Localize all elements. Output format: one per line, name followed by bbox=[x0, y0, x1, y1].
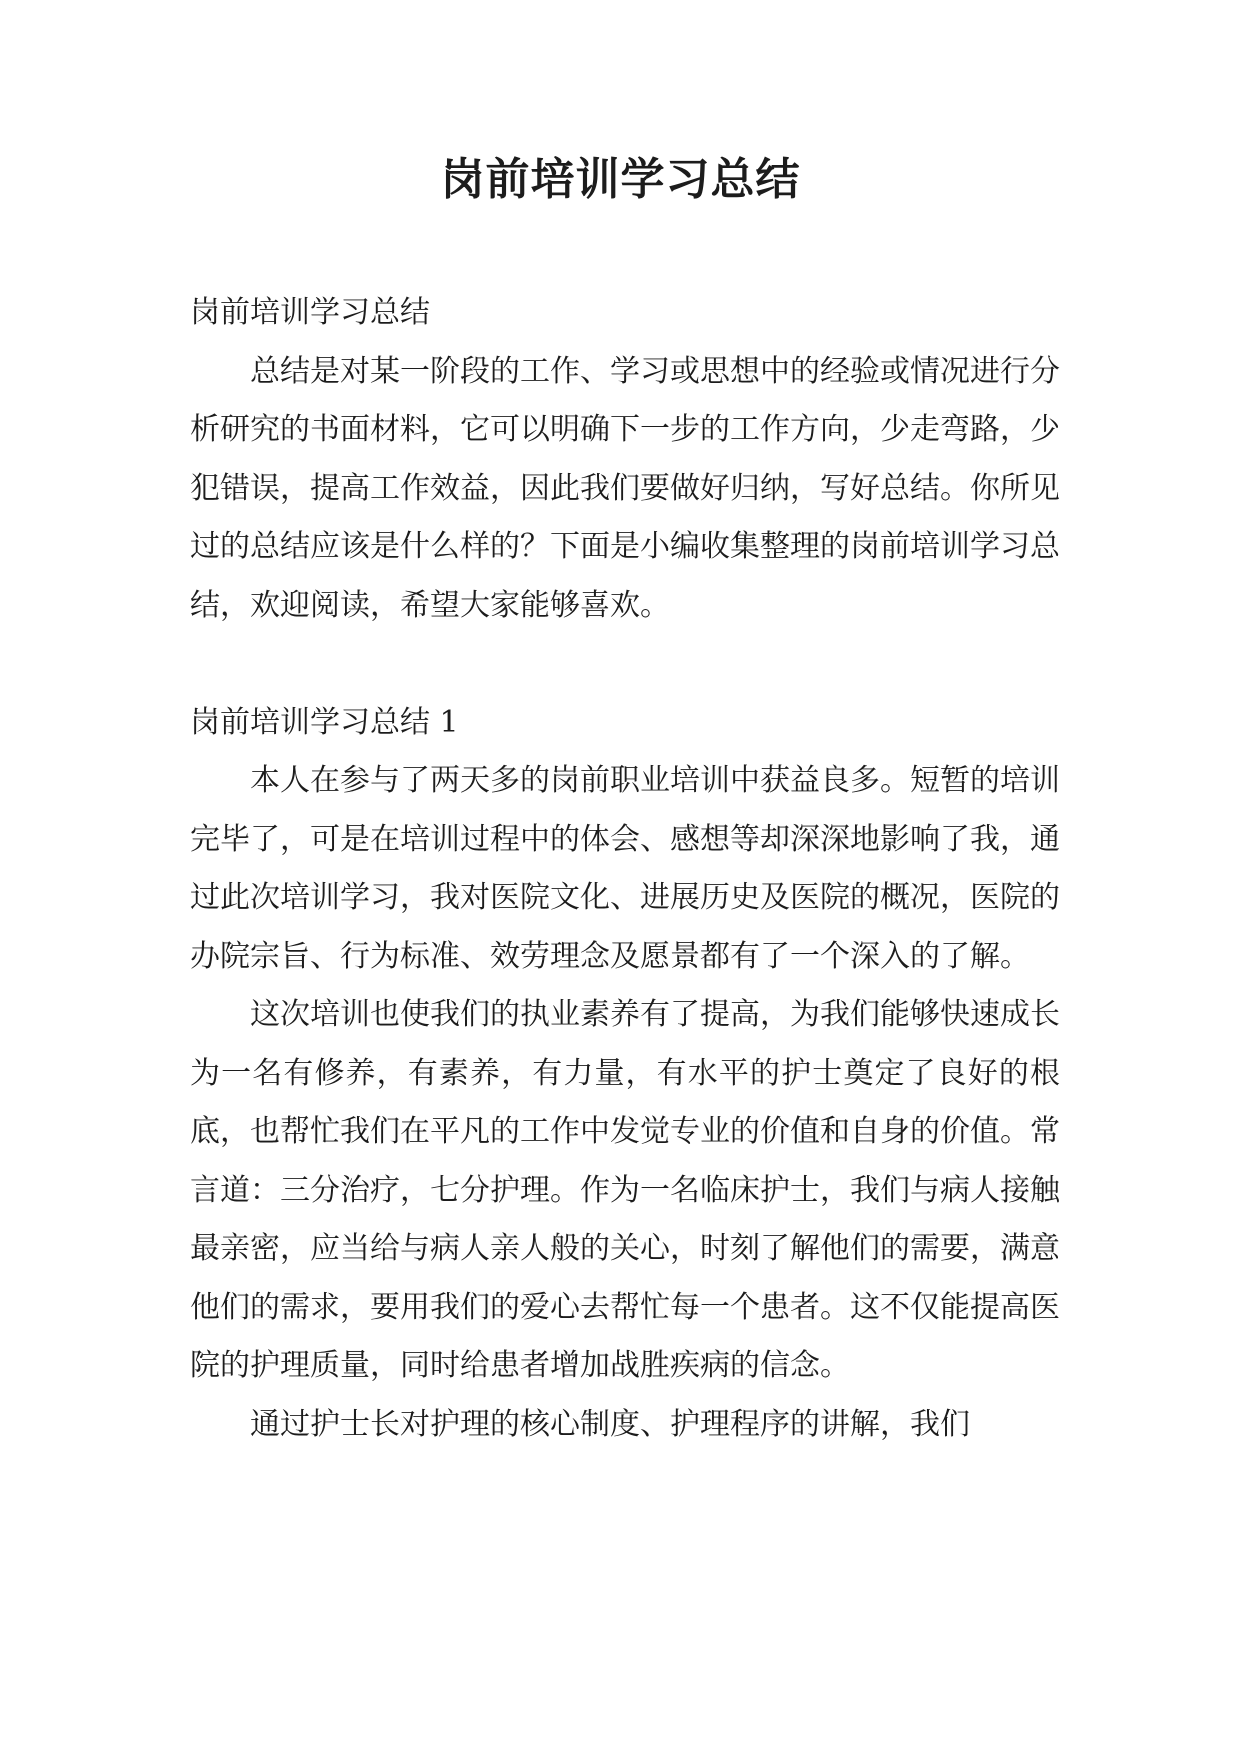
section-1-heading: 岗前培训学习总结 1 bbox=[190, 704, 459, 740]
document-title: 岗前培训学习总结 bbox=[440, 154, 801, 205]
section-spacer bbox=[190, 635, 1060, 694]
section-1-paragraph: 这次培训也使我们的执业素养有了提高，为我们能够快速成长为一名有修养，有素养，有力量，有水平的护士奠定了良好的根底，也帮忙我们在平凡的工作中发觉专业的价值和自身的价值。常言道：三分治疗，七分护理。作为一名临床护士，我们与病人接触最亲密，应当给与病人亲人般的关心，时刻了解他们的需要，满意他们的需求，要用我们的爱心去帮忙每一个患者。这不仅能提高医院的护理质量，同时给患者增加战胜疾病的信念。 bbox=[190, 997, 1060, 1383]
intro-heading: 岗前培训学习总结 bbox=[190, 295, 430, 330]
section-1-paragraph: 本人在参与了两天多的岗前职业培训中获益良多。短暂的培训完毕了，可是在培训过程中的体会、感想等却深深地影响了我，通过此次培训学习，我对医院文化、进展历史及医院的概况，医院的办院宗旨、行为标准、效劳理念及愿景都有了一个深入的了解。 bbox=[190, 763, 1060, 974]
section-1-paragraph: 通过护士长对护理的核心制度、护理程序的讲解，我们 bbox=[250, 1406, 970, 1442]
document-body bbox=[190, 284, 1060, 1454]
intro-paragraph: 总结是对某一阶段的工作、学习或思想中的经验或情况进行分析研究的书面材料，它可以明确下一步的工作方向，少走弯路，少犯错误，提高工作效益，因此我们要做好归纳，写好总结。你所见过的总结应该是什么样的？下面是小编收集整理的岗前培训学习总结，欢迎阅读，希望大家能够喜欢。 bbox=[190, 353, 1060, 623]
